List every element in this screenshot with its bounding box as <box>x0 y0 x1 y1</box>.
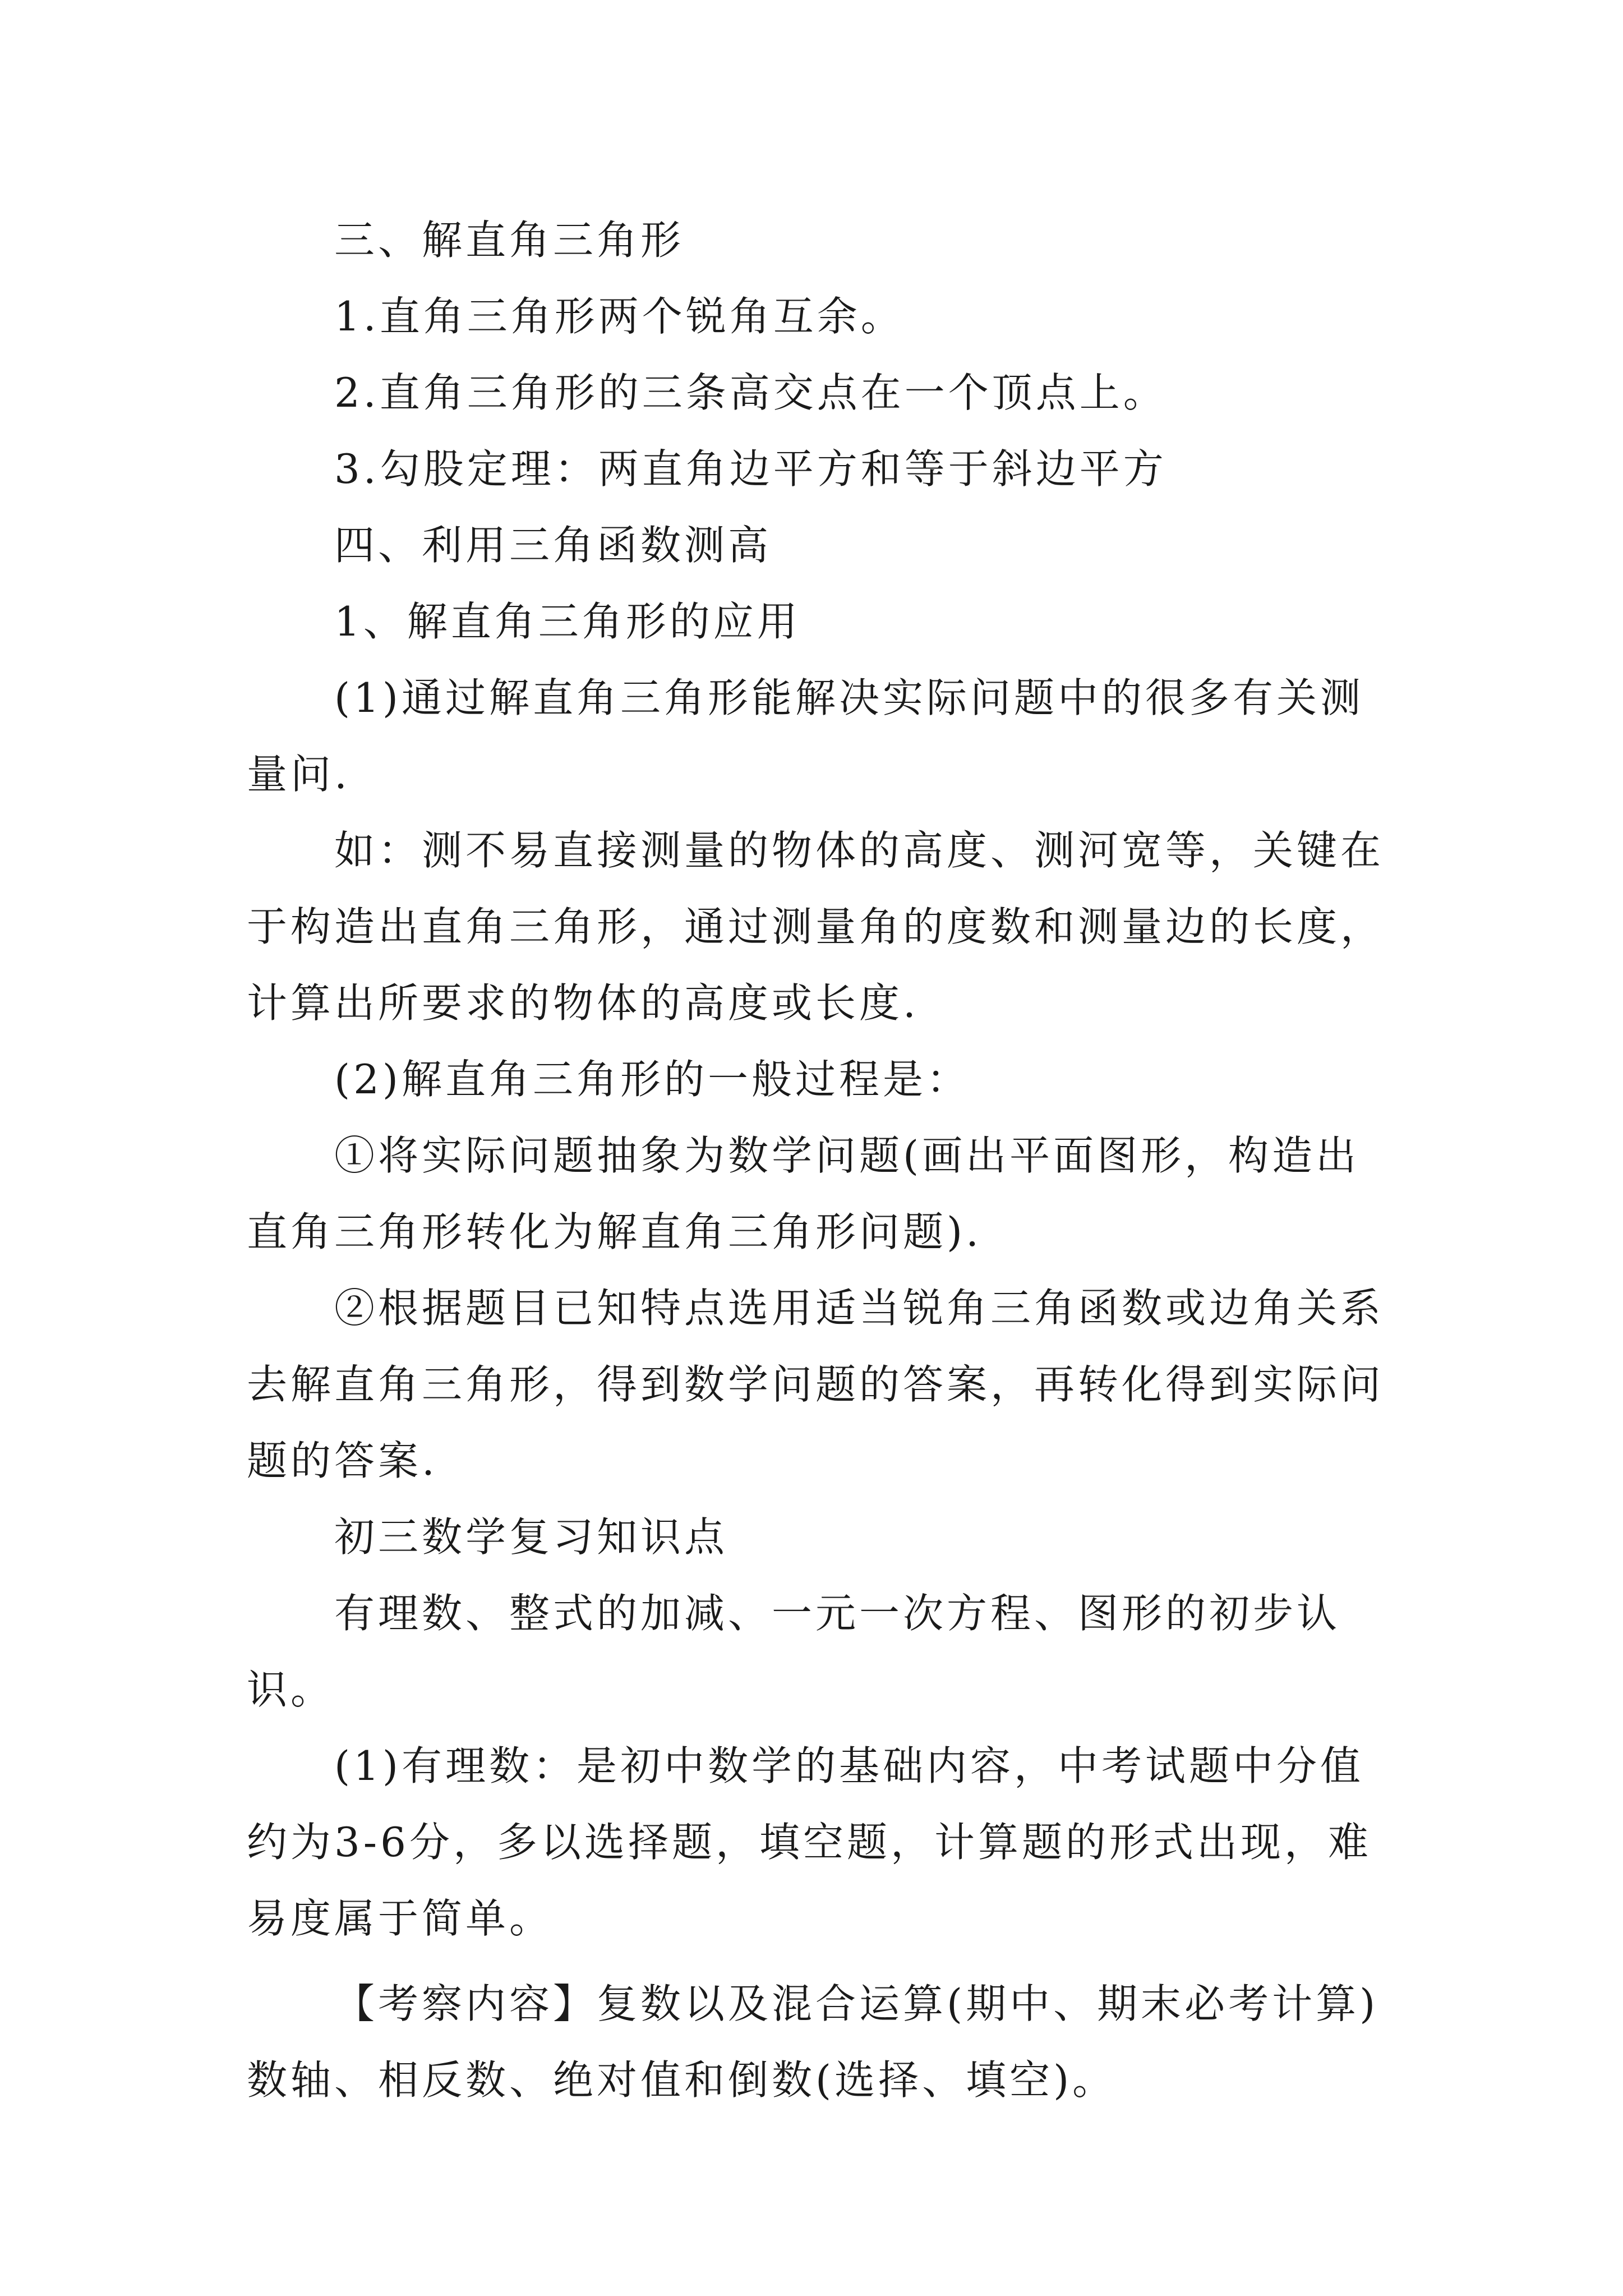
heading-solve-right-triangle: 三、解直角三角形 <box>334 217 685 264</box>
heading-trig-height: 四、利用三角函数测高 <box>334 522 772 569</box>
point-altitudes: 2.直角三角形的三条高交点在一个顶点上。 <box>334 369 1167 416</box>
paragraph-step-1: ①将实际问题抽象为数学问题(画出平面图形，构造出直角三角形转化为解直角三角形问题). <box>247 1132 1360 1255</box>
point-pythagorean-theorem: 3.勾股定理：两直角边平方和等于斜边平方 <box>334 445 1167 493</box>
paragraph-application-1: (1)通过解直角三角形能解决实际问题中的很多有关测量问. <box>247 674 1364 798</box>
point-acute-angles: 1.直角三角形两个锐角互余。 <box>334 293 905 340</box>
paragraph-topics: 有理数、整式的加减、一元一次方程、图形的初步认识。 <box>247 1590 1341 1713</box>
paragraph-step-2: ②根据题目已知特点选用适当锐角三角函数或边角关系去解直角三角形，得到数学问题的答案，再转化得到实际问题的答案. <box>247 1285 1385 1484</box>
paragraph-exam-content: 【考察内容】复数以及混合运算(期中、期末必考计算)数轴、相反数、绝对值和倒数(选择、填空)。 <box>247 1980 1379 2104</box>
subheading-application: 1、解直角三角形的应用 <box>334 598 801 645</box>
document-body <box>247 202 1385 2118</box>
heading-review-points: 初三数学复习知识点 <box>334 1513 728 1561</box>
paragraph-general-process: (2)解直角三角形的一般过程是： <box>334 1056 970 1103</box>
paragraph-rational-numbers: (1)有理数：是初中数学的基础内容，中考试题中分值约为3-6分，多以选择题，填空题，计算题的形式出现，难易度属于简单。 <box>247 1742 1372 1942</box>
paragraph-example: 如：测不易直接测量的物体的高度、测河宽等，关键在于构造出直角三角形，通过测量角的度数和测量边的长度，计算出所要求的物体的高度或长度. <box>247 827 1385 1027</box>
